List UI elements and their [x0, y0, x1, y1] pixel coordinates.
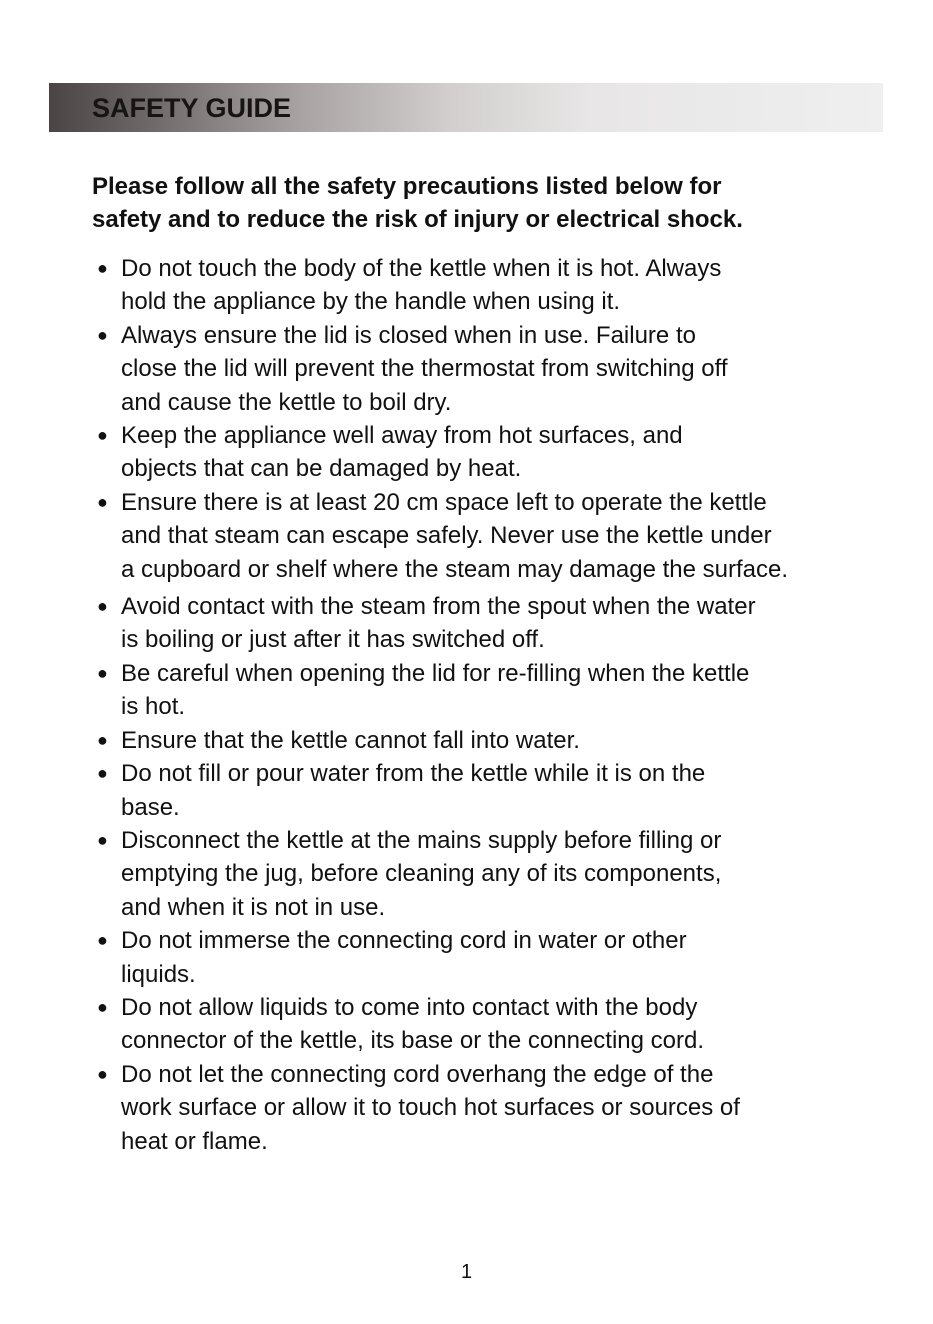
intro-paragraph — [92, 170, 892, 236]
bullet-icon: ● — [97, 729, 108, 750]
section-header-band — [49, 83, 883, 132]
list-item-line: Keep the appliance well away from hot surfaces, and — [121, 422, 683, 450]
intro-line: safety and to reduce the risk of injury or electrical shock. — [92, 206, 743, 233]
list-item — [96, 319, 896, 419]
bullet-icon: ● — [97, 930, 108, 951]
list-item-line: Always ensure the lid is closed when in use. Failure to — [121, 321, 696, 349]
bullet-icon: ● — [97, 1063, 108, 1084]
list-item-line: connector of the kettle, its base or the connecting cord. — [121, 1027, 705, 1055]
bullet-icon: ● — [97, 324, 108, 345]
list-item-line: close the lid will prevent the thermostat from switching off — [121, 355, 728, 383]
list-item-line: and when it is not in use. — [121, 893, 386, 921]
list-item — [96, 252, 896, 319]
bullet-icon: ● — [97, 829, 108, 850]
list-item-line: Be careful when opening the lid for re-filling when the kettle — [121, 659, 750, 687]
list-item — [96, 757, 896, 824]
bullet-icon: ● — [97, 258, 108, 278]
list-item-line: is hot. — [121, 693, 186, 721]
intro-line: Please follow all the safety precautions listed below for — [92, 173, 722, 200]
list-item-line: work surface or allow it to touch hot surfaces or sources of — [121, 1094, 740, 1122]
list-item — [96, 590, 896, 657]
safety-precautions-list — [96, 252, 896, 1158]
list-item-line: Do not allow liquids to come into contact with the body — [121, 993, 698, 1021]
bullet-icon: ● — [97, 662, 108, 683]
bullet-icon: ● — [97, 491, 108, 512]
list-item-line: objects that can be damaged by heat. — [121, 455, 522, 483]
list-item-line: a cupboard or shelf where the steam may damage the surface. — [121, 555, 789, 583]
section-title: SAFETY GUIDE — [92, 93, 292, 123]
bullet-icon: ● — [97, 996, 108, 1017]
bullet-icon: ● — [97, 425, 108, 446]
list-item-line: Do not touch the body of the kettle when it is hot. Always — [121, 255, 722, 282]
list-item-line: Ensure there is at least 20 cm space left to operate the kettle — [121, 488, 767, 516]
list-item-line: Ensure that the kettle cannot fall into water. — [121, 726, 580, 754]
list-item-line: and cause the kettle to boil dry. — [121, 388, 452, 416]
list-item — [96, 991, 896, 1058]
list-item — [96, 657, 896, 724]
list-item-line: Do not immerse the connecting cord in water or other — [121, 927, 687, 955]
list-item-line: emptying the jug, before cleaning any of its components, — [121, 860, 722, 888]
list-item-line: liquids. — [121, 960, 196, 988]
list-item-line: heat or flame. — [121, 1127, 268, 1155]
list-item-line: is boiling or just after it has switched off. — [121, 626, 545, 654]
list-item — [96, 724, 896, 757]
list-item-line: Do not let the connecting cord overhang the edge of the — [121, 1060, 714, 1088]
list-item-line: and that steam can escape safely. Never use the kettle under — [121, 522, 772, 550]
list-item — [96, 1058, 896, 1158]
list-item-line: Avoid contact with the steam from the spout when the water — [121, 593, 756, 621]
list-item — [96, 419, 896, 486]
list-item-line: Do not fill or pour water from the kettle while it is on the — [121, 760, 706, 788]
bullet-icon: ● — [97, 763, 108, 784]
list-item — [96, 486, 896, 586]
bullet-icon: ● — [97, 596, 108, 617]
list-item-line: Disconnect the kettle at the mains supply before filling or — [121, 826, 722, 854]
list-item-line: base. — [121, 793, 180, 821]
list-item — [96, 824, 896, 924]
list-item — [96, 924, 896, 991]
page-number: 1 — [460, 1261, 473, 1283]
list-item-line: hold the appliance by the handle when using it. — [121, 288, 621, 316]
